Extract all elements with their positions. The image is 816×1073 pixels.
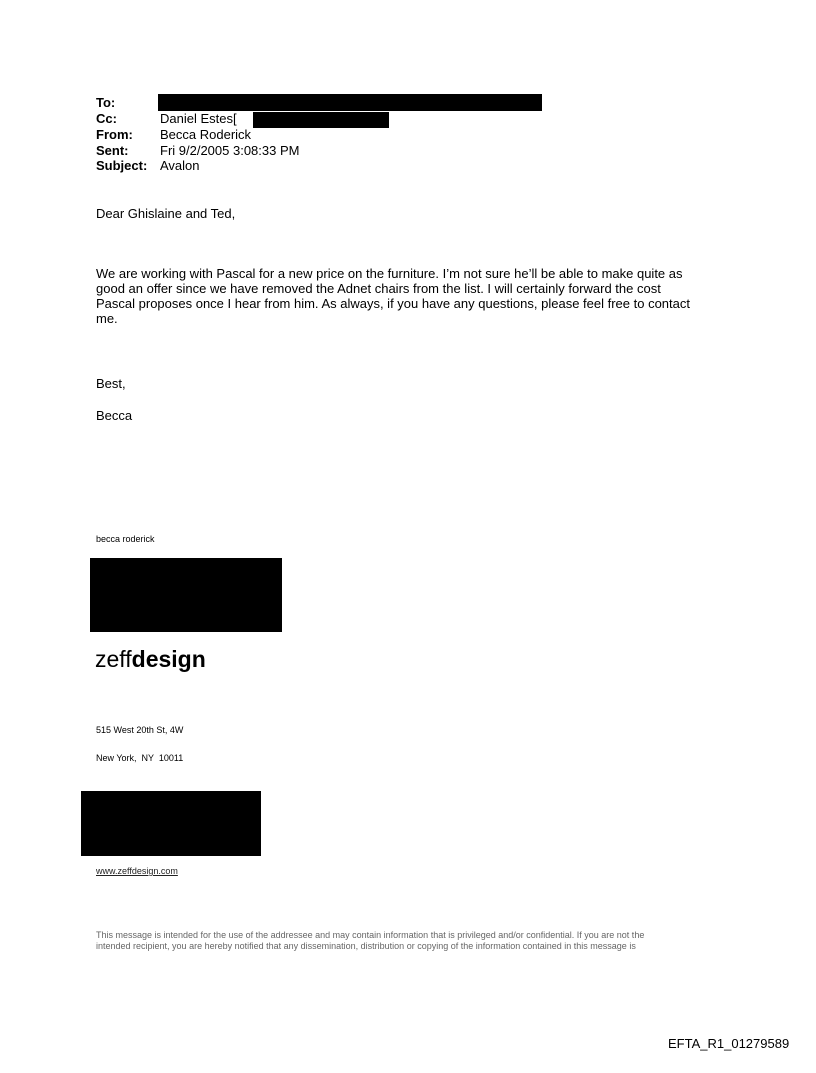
body-line: me. — [96, 311, 118, 326]
subject-label: Subject: — [96, 158, 148, 173]
subject-value: Avalon — [160, 158, 200, 173]
company-logo — [95, 646, 206, 673]
body-line: Pascal proposes once I hear from him. As always, if you have any questions, please feel free to contact — [96, 296, 690, 311]
greeting: Dear Ghislaine and Ted, — [96, 206, 236, 221]
cc-label: Cc: — [96, 111, 117, 126]
disclaimer — [96, 930, 736, 952]
disclaimer-line: intended recipient, you are hereby notified that any dissemination, distribution or copying of the information contained in this message is — [96, 941, 636, 951]
body-line: We are working with Pascal for a new price on the furniture. I’m not sure he’ll be able to make quite as — [96, 266, 683, 281]
document-id: EFTA_R1_01279589 — [668, 1036, 790, 1051]
to-label: To: — [96, 95, 116, 110]
signature-redaction-2 — [81, 791, 261, 856]
cc-redaction — [253, 112, 389, 128]
signature-name: becca roderick — [96, 534, 155, 544]
from-value: Becca Roderick — [160, 127, 252, 142]
logo-light-text: zeff — [95, 646, 132, 672]
signature-redaction-1 — [90, 558, 282, 632]
sent-value: Fri 9/2/2005 3:08:33 PM — [160, 143, 300, 158]
address-line-1: 515 West 20th St, 4W — [96, 725, 184, 735]
to-redaction — [158, 94, 542, 111]
signoff: Becca — [96, 408, 133, 423]
body-line: good an offer since we have removed the Adnet chairs from the list. I will certainly forward the cost — [96, 281, 661, 296]
website-link[interactable]: www.zeffdesign.com — [96, 866, 178, 876]
cc-value: Daniel Estes[ — [160, 111, 237, 126]
address-line-2: New York, NY 10011 — [96, 753, 184, 763]
logo-bold-text: design — [131, 646, 206, 672]
disclaimer-line: This message is intended for the use of the addressee and may contain information that is privileged and/or confidential. If you are not the — [96, 930, 645, 940]
from-label: From: — [96, 127, 133, 142]
closing: Best, — [96, 376, 126, 391]
sent-label: Sent: — [96, 143, 129, 158]
